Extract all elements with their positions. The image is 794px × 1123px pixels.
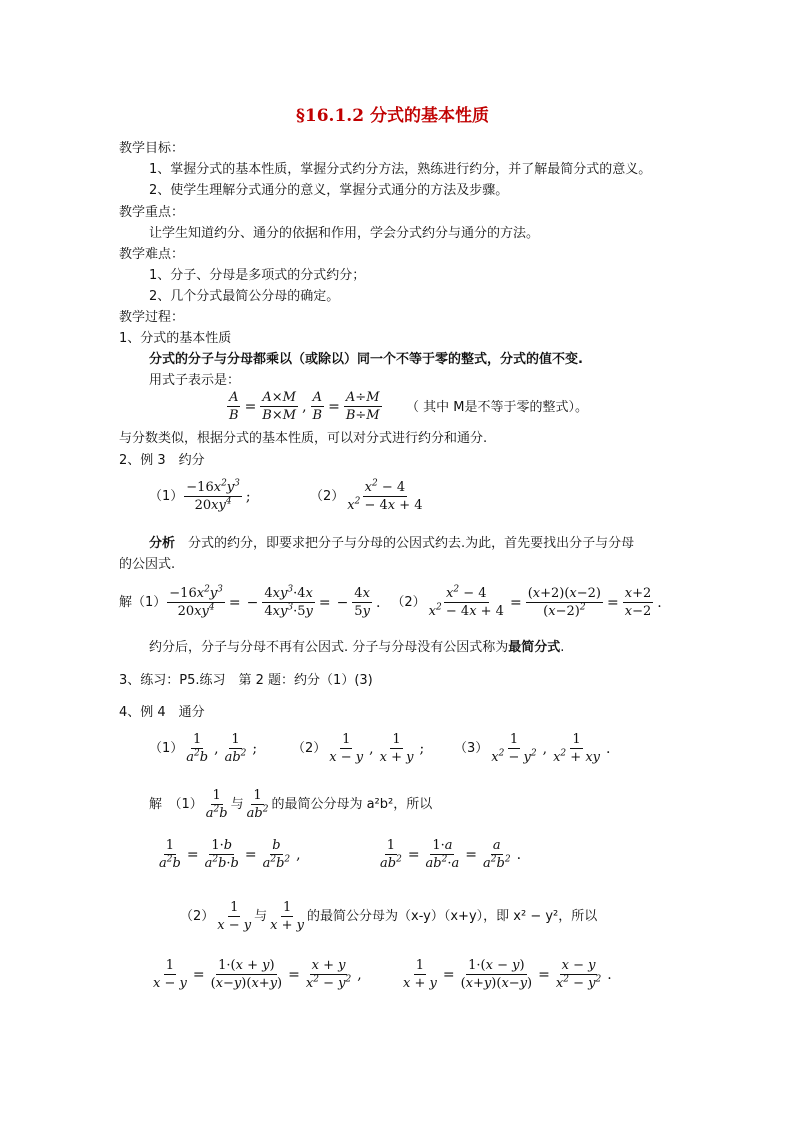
solution-4-part-2-intro: （2） $\frac{1}{x - y}$ 与 $\frac{1}{x + y}$ 的最简公分母为（x-y）（x+y），即 x² − y²，所以 bbox=[180, 900, 598, 933]
solution-3: 解（1） $\frac{-16x^2y^3}{20xy^4}$ = − $\frac{4xy^3\cdot 4x}{4xy^3\cdot 5y}$ = − $\frac{4x}{5y}$ . （2） $\frac{x^2 - 4}{x^2 - 4x + 4}$ = $\frac{(x+2)(x-2)}{(x-2)^2}$ = $\frac{x+2}{x-2}$ . bbox=[119, 584, 662, 619]
key-point-1: 让学生知道约分、通分的依据和作用，学会分式约分与通分的方法。 bbox=[149, 226, 540, 241]
example-4-part-1: （1） $\frac{1}{a^2b}$ , $\frac{1}{ab^2}$ ; bbox=[149, 732, 258, 765]
page-title: §16.1.2 分式的基本性质 bbox=[296, 106, 489, 126]
difficulty-heading: 教学难点： bbox=[119, 247, 185, 262]
goals-heading: 教学目标： bbox=[119, 141, 185, 156]
fraction-a-over-b-2: $\frac{A}{B}$ bbox=[312, 390, 323, 423]
solution-4-part-1-step-a: $\frac{1}{a^2b}$ = $\frac{1\cdot b}{a^2b\cdot b}$ = $\frac{b}{a^2b^2}$ , bbox=[159, 838, 301, 871]
section-3-practice: 3、练习：P5.练习 第 2 题：约分（1）(3) bbox=[119, 673, 373, 688]
analysis-line-1: 分析 分式的约分，即要求把分子与分母的公因式约去.为此，首先要找出分子与分母 bbox=[149, 536, 635, 551]
example-4-part-3: （3） $\frac{1}{x^2 - y^2}$ , $\frac{1}{x^2 + xy}$ . bbox=[454, 732, 611, 765]
expression-intro: 用式子表示是： bbox=[149, 373, 241, 388]
solution-4-part-1-intro: 解 （1） $\frac{1}{a^2b}$ 与 $\frac{1}{ab^2}$ 的最简公分母为 a²b²，所以 bbox=[149, 788, 433, 821]
goal-2: 2、使学生理解分式通分的意义，掌握分式通分的方法及步骤。 bbox=[149, 183, 509, 198]
solution-4-part-2-step-b: $\frac{1}{x + y}$ = $\frac{1\cdot(x - y)}{(x+y)(x-y)}$ = $\frac{x - y}{x^2 - y^2}$ . bbox=[403, 958, 612, 991]
fraction-a-div-m-over-b-div-m: $\frac{A\div M}{B\div M}$ bbox=[345, 390, 380, 423]
process-heading: 教学过程： bbox=[119, 310, 185, 325]
solution-4-part-2-step-a: $\frac{1}{x - y}$ = $\frac{1\cdot(x + y)}{(x-y)(x+y)}$ = $\frac{x + y}{x^2 - y^2}$ , bbox=[153, 958, 362, 991]
section-1-heading: 1、分式的基本性质 bbox=[119, 331, 232, 346]
simplest-fraction-definition: 约分后，分子与分母不再有公因式. 分子与分母没有公因式称为最简分式. bbox=[149, 640, 565, 655]
difficulty-1: 1、分子、分母是多项式的分式约分； bbox=[149, 268, 366, 283]
fraction-a-over-b: $\frac{A}{B}$ bbox=[229, 390, 239, 423]
section-4-heading: 4、例 4 通分 bbox=[119, 705, 205, 720]
example-3-part-1: （1） $\frac{-16x^2y^3}{20xy^4}$ ; bbox=[149, 478, 251, 513]
example-3-part-2: （2） $\frac{x^2 - 4}{x^2 - 4x + 4}$ bbox=[310, 478, 423, 513]
example-4-part-2: （2） $\frac{1}{x - y}$ , $\frac{1}{x + y}$ ; bbox=[292, 732, 425, 765]
fraction-am-over-bm: $\frac{A\times M}{B\times M}$ bbox=[262, 390, 297, 423]
section-2-heading: 2、例 3 约分 bbox=[119, 453, 205, 468]
solution-4-part-1-step-b: $\frac{1}{ab^2}$ = $\frac{1\cdot a}{ab^2\cdot a}$ = $\frac{a}{a^2b^2}$ . bbox=[380, 838, 522, 871]
section-1-after: 与分数类似，根据分式的基本性质，可以对分式进行约分和通分. bbox=[119, 431, 488, 446]
difficulty-2: 2、几个分式最简公分母的确定。 bbox=[149, 289, 340, 304]
analysis-line-2: 的公因式. bbox=[119, 557, 176, 572]
key-heading: 教学重点： bbox=[119, 205, 185, 220]
goal-1: 1、掌握分式的基本性质，掌握分式约分方法，熟练进行约分，并了解最简分式的意义。 bbox=[149, 162, 652, 177]
property-note: （ 其中 M是不等于零的整式）。 bbox=[406, 400, 588, 415]
property-formula: $\frac{A}{B}$ = $\frac{A\times M}{B\times M}$ , $\frac{A}{B}$ = $\frac{A\div M}{B\div M}$ bbox=[229, 390, 380, 423]
property-statement: 分式的分子与分母都乘以（或除以）同一个不等于零的整式，分式的值不变. bbox=[149, 352, 583, 367]
